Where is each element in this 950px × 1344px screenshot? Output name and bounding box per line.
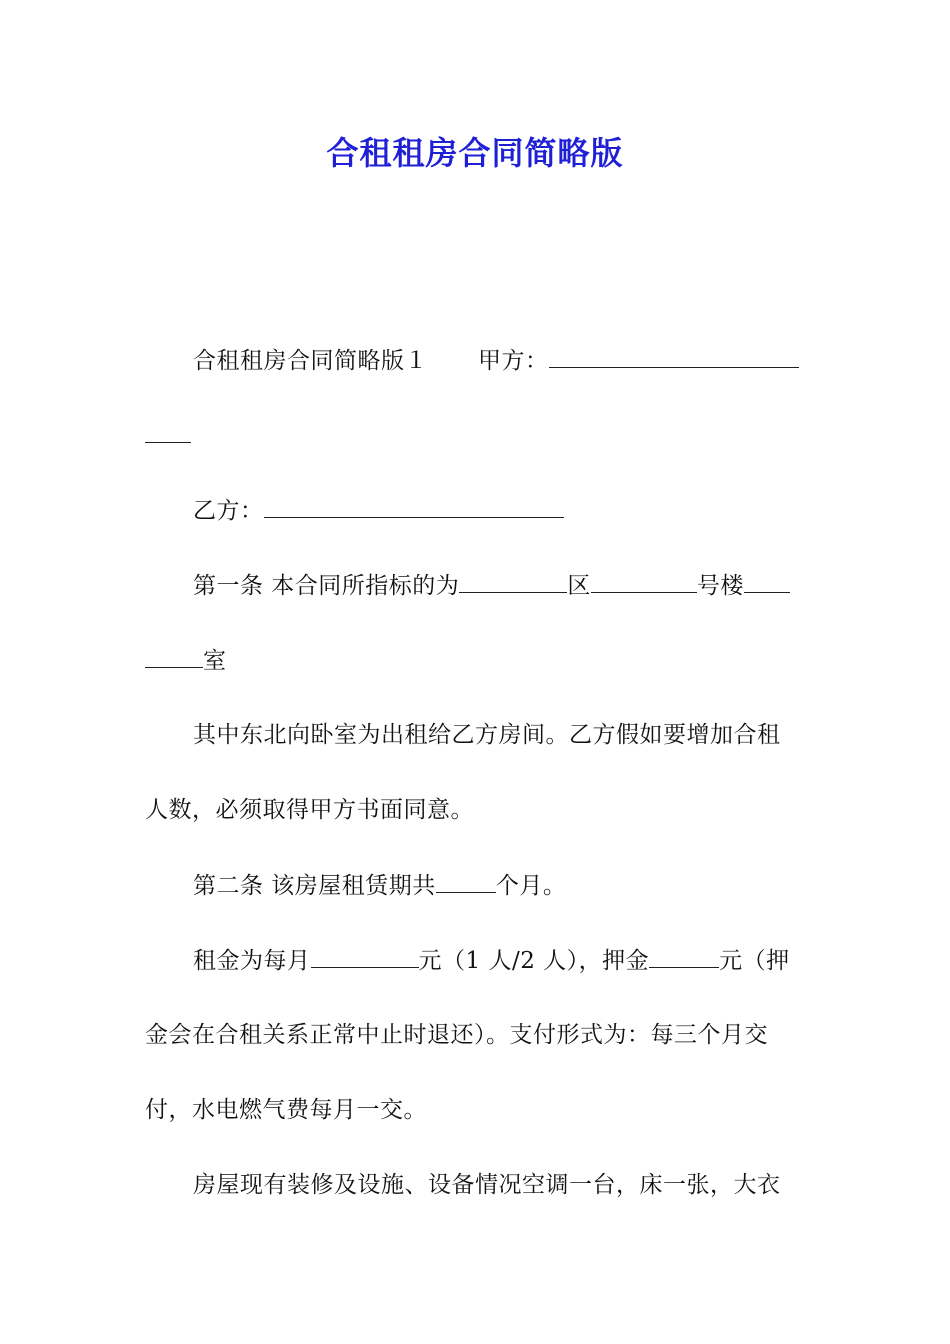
room-line: [145, 645, 227, 676]
room-blank: [744, 570, 790, 593]
deposit-unit-text: 元（押: [719, 948, 790, 974]
contract-heading-line: [193, 345, 799, 376]
party-a-label: 甲方：: [478, 348, 549, 374]
paragraph-line: 房屋现有装修及设施、设备情况空调一台，床一张，大衣: [193, 1172, 781, 1198]
article-one-text: 第一条 本合同所指标的为: [193, 573, 460, 599]
paragraph-line: 其中东北向卧室为出租给乙方房间。乙方假如要增加合租: [193, 722, 781, 748]
party-b-label: 乙方：: [193, 498, 264, 524]
district-label: 区: [567, 573, 591, 599]
party-a-blank: [549, 345, 799, 368]
district-blank: [459, 570, 567, 593]
paragraph-line: 人数，必须取得甲方书面同意。: [145, 797, 474, 823]
months-blank: [436, 870, 496, 893]
rent-unit-text: 元（1 人/2 人），押金: [418, 948, 650, 974]
room-label: 室: [203, 648, 227, 674]
rent-blank: [311, 945, 419, 968]
article-one-line: [193, 570, 790, 601]
party-b-line: [193, 495, 564, 526]
rent-text: 租金为每月: [193, 948, 311, 974]
article-two-line: [193, 870, 566, 901]
article-two-text: 第二条 该房屋租赁期共: [193, 873, 436, 899]
deposit-blank: [649, 945, 719, 968]
contract-subtitle: 合租租房合同简略版１: [193, 348, 428, 374]
months-label: 个月。: [495, 873, 567, 899]
building-label: 号楼: [696, 573, 744, 599]
party-b-blank: [264, 495, 564, 518]
rent-line: [193, 945, 790, 976]
building-blank: [591, 570, 697, 593]
party-a-blank-continuation: [145, 420, 191, 451]
document-title: 合租租房合同简略版: [326, 134, 624, 172]
paragraph-line: 付，水电燃气费每月一交。: [145, 1097, 427, 1123]
paragraph-line: 金会在合租关系正常中止时退还）。支付形式为：每三个月交: [145, 1022, 768, 1048]
